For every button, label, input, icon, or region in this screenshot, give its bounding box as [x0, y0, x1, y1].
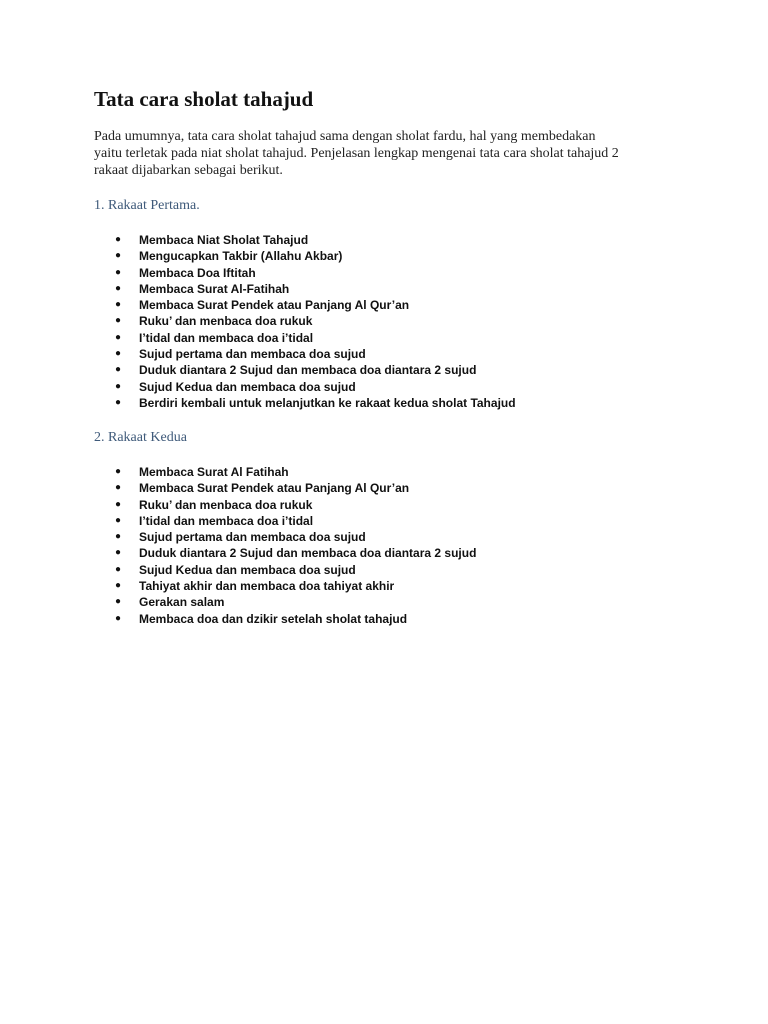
list-item: [113, 379, 516, 395]
list-item: [113, 248, 516, 264]
list-item-text: Membaca doa dan dzikir setelah sholat tahajud: [139, 611, 408, 626]
list-item-text: Membaca Niat Sholat Tahajud: [139, 233, 309, 247]
list-item-text: Membaca Surat Al Fatihah: [139, 465, 289, 479]
bullet-icon: ●: [114, 531, 122, 543]
list-item-text: I’tidal dan membaca doa i’tidal: [139, 513, 314, 528]
bullet-icon: ●: [114, 315, 122, 327]
list-item: [113, 281, 516, 297]
list-item: [113, 362, 516, 378]
list-item-text: Duduk diantara 2 Sujud dan membaca doa diantara 2 sujud: [139, 546, 477, 561]
bullet-icon: ●: [114, 563, 122, 575]
list-item: [113, 346, 516, 362]
list-item: [113, 594, 476, 610]
bullet-icon: ●: [114, 380, 122, 392]
bullet-icon: ●: [114, 364, 122, 376]
intro-line: yaitu terletak pada niat sholat tahajud. Penjelasan lengkap mengenai tata cara sholat tahajud 2: [94, 146, 619, 161]
bullet-icon: ●: [114, 547, 122, 559]
bullet-icon: ●: [114, 250, 122, 262]
list-item-text: Sujud Kedua dan membaca doa sujud: [139, 379, 356, 394]
list-item-text: Membaca Surat Al-Fatihah: [139, 281, 290, 296]
bullet-icon: ●: [114, 482, 122, 494]
list-item-text: Mengucapkan Takbir (Allahu Akbar): [139, 249, 343, 264]
bullet-icon: ●: [114, 331, 122, 343]
bullet-icon: ●: [114, 466, 122, 477]
list-item: [113, 497, 476, 513]
bullet-icon: ●: [114, 234, 122, 245]
document-title: Tata cara sholat tahajud: [94, 87, 314, 111]
list-item-text: Membaca Doa Iftitah: [139, 265, 256, 280]
list-item: [113, 611, 476, 627]
list-item-text: Gerakan salam: [139, 595, 225, 610]
bullet-icon: ●: [114, 348, 122, 360]
list-item: [113, 545, 476, 561]
section-heading-rakaat-pertama: 1. Rakaat Pertama.: [94, 198, 200, 213]
list-item-text: Berdiri kembali untuk melanjutkan ke rakaat kedua sholat Tahajud: [139, 395, 516, 410]
list-item: [113, 480, 476, 496]
intro-line: rakaat dijabarkan sebagai berikut.: [94, 163, 283, 178]
list-item: [113, 297, 516, 313]
list-item: [113, 578, 476, 594]
bullet-icon: ●: [114, 282, 122, 294]
list-item: [113, 395, 516, 411]
bullet-icon: ●: [114, 514, 122, 526]
list-item: [113, 529, 476, 545]
intro-line: Pada umumnya, tata cara sholat tahajud sama dengan sholat fardu, hal yang membedakan: [94, 129, 596, 144]
list-item-text: Sujud Kedua dan membaca doa sujud: [139, 562, 356, 577]
list-item-text: Sujud pertama dan membaca doa sujud: [139, 530, 366, 545]
steps-list-rakaat-pertama: [113, 232, 516, 411]
bullet-icon: ●: [114, 498, 122, 510]
section-heading-rakaat-kedua: 2. Rakaat Kedua: [94, 430, 187, 445]
list-item-text: Ruku’ dan menbaca doa rukuk: [139, 497, 313, 512]
list-item: [113, 265, 516, 281]
list-item: [113, 464, 476, 480]
list-item: [113, 330, 516, 346]
bullet-icon: ●: [114, 596, 122, 608]
bullet-icon: ●: [114, 266, 122, 278]
list-item: [113, 562, 476, 578]
list-item-text: Tahiyat akhir dan membaca doa tahiyat akhir: [139, 579, 395, 594]
list-item-text: Membaca Surat Pendek atau Panjang Al Qur’an: [139, 481, 410, 496]
intro-paragraph: [94, 128, 694, 179]
bullet-icon: ●: [114, 396, 122, 408]
list-item: [113, 313, 516, 329]
list-item-text: Sujud pertama dan membaca doa sujud: [139, 347, 366, 362]
steps-list-rakaat-kedua: [113, 464, 476, 627]
list-item-text: Duduk diantara 2 Sujud dan membaca doa diantara 2 sujud: [139, 363, 477, 378]
list-item: [113, 232, 516, 248]
list-item: [113, 513, 476, 529]
list-item-text: Membaca Surat Pendek atau Panjang Al Qur’an: [139, 298, 410, 313]
list-item-text: I’tidal dan membaca doa i’tidal: [139, 330, 314, 345]
bullet-icon: ●: [114, 299, 122, 311]
list-item-text: Ruku’ dan menbaca doa rukuk: [139, 314, 313, 329]
bullet-icon: ●: [114, 612, 122, 624]
bullet-icon: ●: [114, 580, 122, 592]
